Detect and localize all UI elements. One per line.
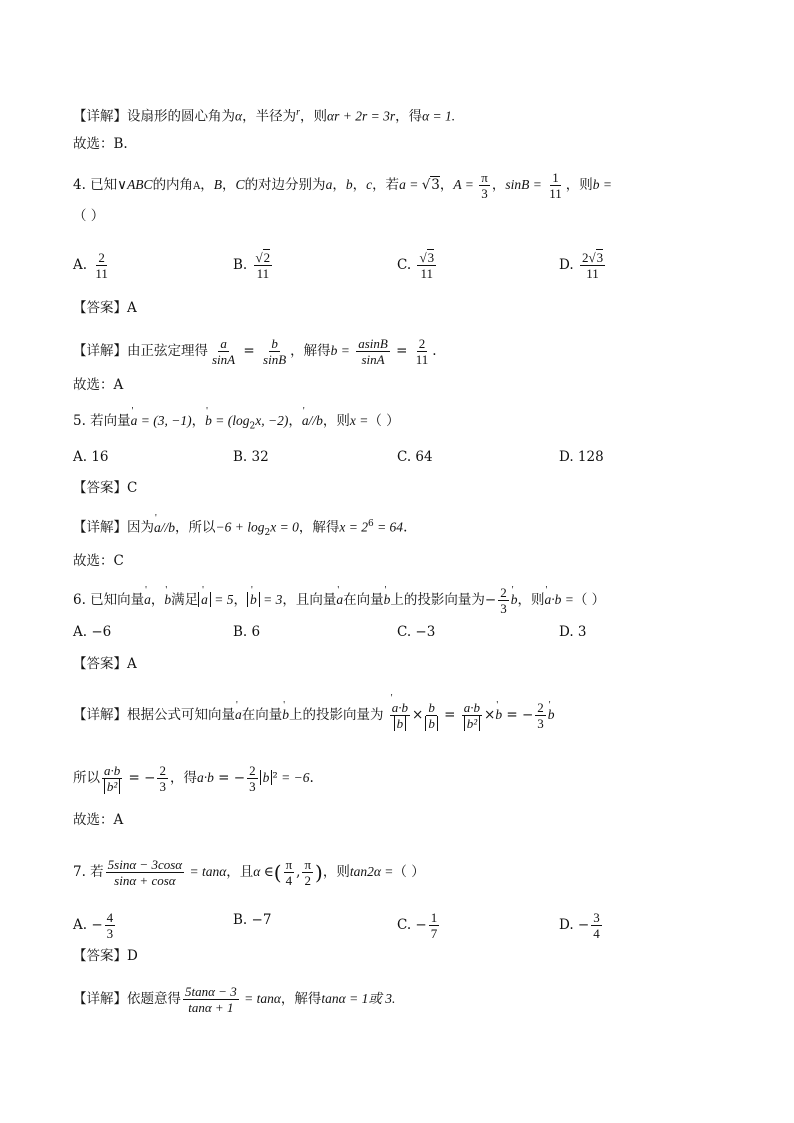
q5-option-b[interactable]: B. 32 — [233, 449, 269, 465]
q7-answer: 【答案】D — [73, 948, 138, 964]
q6-option-d[interactable]: D. 3 — [559, 624, 587, 640]
q4-answer: 【答案】A — [73, 300, 137, 316]
q6-option-b[interactable]: B. 6 — [233, 624, 261, 640]
q5-option-d[interactable]: D. 128 — [559, 449, 604, 465]
q6-choice: 故选：A — [73, 812, 124, 828]
q4-paren: （ ） — [73, 208, 105, 224]
q4-option-a[interactable]: A. $\frac{2}{11}$ — [73, 250, 108, 281]
q4-option-b[interactable]: B. $\frac{√2}{11}$ — [233, 250, 271, 281]
q4-choice: 故选：A — [73, 377, 124, 393]
q7-option-d[interactable]: D. − $\frac{3}{4}$ — [559, 910, 600, 941]
q3-choice: 故选：B. — [73, 136, 128, 152]
q5-answer: 【答案】C — [73, 480, 138, 496]
q4-option-d[interactable]: D. $\frac{2√3}{11}$ — [559, 250, 604, 281]
q7-detail: 【详解】依题意得 $\frac{5\tan\alpha - 3}{\tan\alpha + 1}$ = tanα，解得tanα = 1或 3. — [73, 984, 396, 1015]
q3-detail: 【详解】设扇形的圆心角为α，半径为$^r$，则αr + 2r = 3r，得α = 1. — [73, 107, 456, 125]
q5-option-a[interactable]: A. 16 — [73, 449, 109, 465]
q6-stem: 6. 已知向量' a，' b满足' a = 5，' b = 3，且向量' a在向量' b上的投影向量为− $\frac{2}{3}$ ' b，则' a·b =（ ） — [73, 585, 605, 616]
q6-detail-1: 【详解】根据公式可知向量' a在向量' b上的投影向量为 ' $\frac{a\cdot b}{b}$ × $\frac{b}{b}$ = $\frac{a\cdot b}{\text{b²}}$ ×' b = − $\frac{2}{3}$ ' b — [73, 700, 555, 731]
q4-stem: 4. 已知∨ABC的内角A，B，C的对边分别为a，b，c，若a = √3，A = $\frac{\pi}{3}$ ，sinB = $\frac{1}{11}$ ，则b = — [73, 170, 612, 201]
q6-answer: 【答案】A — [73, 656, 137, 672]
detail-label: 【详解】 — [73, 108, 127, 125]
q7-stem: 7. 若 $\frac{5\sin\alpha - 3\cos\alpha}{\sin\alpha + \cos\alpha}$ = tanα，且α ∈( $\frac{\pi}{4}$ , $\frac{\pi}{2}$ )，则tan2α =（ ） — [73, 857, 425, 888]
q5-stem: 5. 若向量' a = (3, −1)，' $b = (\log_2x$, −2)，' a//b，则x =（ ） — [73, 411, 400, 437]
q6-option-a[interactable]: A. −6 — [73, 624, 112, 640]
q6-option-c[interactable]: C. −3 — [397, 624, 436, 640]
q5-choice: 故选：C — [73, 553, 124, 569]
q4-option-c[interactable]: C. $\frac{√3}{11}$ — [397, 250, 435, 281]
q5-detail: 【详解】因为' a//b，所以$-6 + \log_2x = 0$，解得$x = 2^6 = 64$. — [73, 514, 407, 543]
q7-option-b[interactable]: B. −7 — [233, 912, 272, 928]
q7-option-c[interactable]: C. − $\frac{1}{7}$ — [397, 910, 438, 941]
q4-detail: 【详解】由正弦定理得 $\frac{a}{\sin A}$ = $\frac{b}{\sin B}$ ，解得b = $\frac{asinB}{\sin A}$ = $\frac{2}{11}$ . — [73, 336, 437, 367]
q7-option-a[interactable]: A. − $\frac{4}{3}$ — [73, 910, 114, 941]
q6-detail-2: 所以 $\frac{a\cdot b}{\text{b²}}$ = − $\frac{2}{3}$ ，得a·b = − $\frac{2}{3}$ b ² = −6. — [73, 763, 314, 794]
q5-option-c[interactable]: C. 64 — [397, 449, 433, 465]
